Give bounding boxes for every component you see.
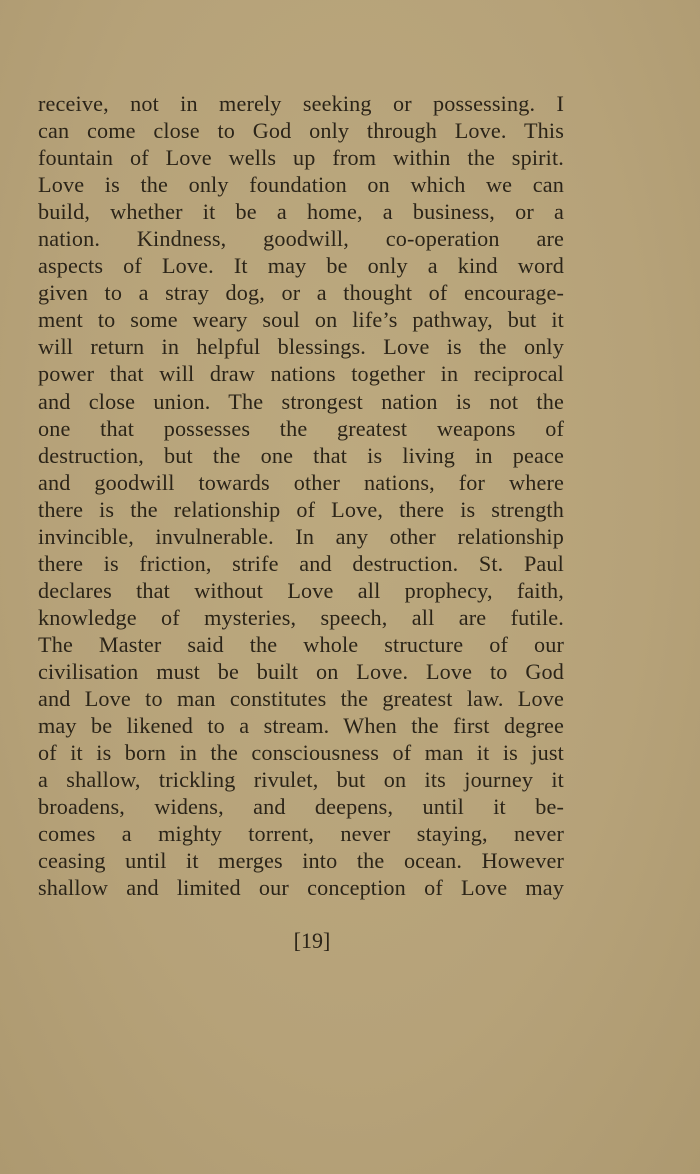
body-text bbox=[38, 90, 564, 901]
text-line: fountain of Love wells up from within the spirit. bbox=[38, 145, 564, 171]
text-line: of it is born in the consciousness of man it is just bbox=[38, 740, 564, 766]
text-line: power that will draw nations together in reciprocal bbox=[38, 361, 564, 387]
text-line: and goodwill towards other nations, for where bbox=[38, 469, 564, 495]
text-line: shallow and limited our conception of Love may bbox=[38, 875, 564, 901]
page-number bbox=[0, 926, 700, 956]
text-line: given to a stray dog, or a thought of encourage- bbox=[38, 280, 564, 306]
text-line: The Master said the whole structure of our bbox=[38, 631, 564, 657]
text-line: ceasing until it merges into the ocean. However bbox=[38, 848, 564, 874]
text-line: a shallow, trickling rivulet, but on its journey it bbox=[38, 767, 564, 793]
text-line: civilisation must be built on Love. Love to God bbox=[38, 658, 564, 684]
text-line: and close union. The strongest nation is not the bbox=[38, 388, 564, 414]
text-line: build, whether it be a home, a business, or a bbox=[38, 199, 564, 225]
text-line: aspects of Love. It may be only a kind word bbox=[38, 253, 564, 279]
text-line: comes a mighty torrent, never staying, never bbox=[38, 821, 564, 847]
text-line: there is the relationship of Love, there is strength bbox=[38, 496, 564, 522]
text-line: one that possesses the greatest weapons of bbox=[38, 415, 564, 441]
text-line: broadens, widens, and deepens, until it be- bbox=[38, 794, 564, 820]
text-line: there is friction, strife and destruction. St. Paul bbox=[38, 550, 564, 576]
text-line: declares that without Love all prophecy, faith, bbox=[38, 577, 564, 603]
text-line: receive, not in merely seeking or possessing. I bbox=[38, 91, 564, 116]
text-line: invincible, invulnerable. In any other relationship bbox=[38, 523, 564, 549]
text-line: will return in helpful blessings. Love is the only bbox=[38, 334, 564, 360]
text-line: nation. Kindness, goodwill, co-operation are bbox=[38, 226, 564, 252]
text-line: and Love to man constitutes the greatest law. Love bbox=[38, 686, 564, 712]
text-line: ment to some weary soul on life’s pathway, but it bbox=[38, 307, 564, 333]
text-line: may be likened to a stream. When the first degree bbox=[38, 713, 564, 739]
text-line: can come close to God only through Love. This bbox=[38, 118, 564, 144]
text-line: Love is the only foundation on which we can bbox=[38, 172, 564, 198]
page-number-text: [19] bbox=[293, 928, 331, 953]
text-line: knowledge of mysteries, speech, all are futile. bbox=[38, 604, 564, 630]
text-line: destruction, but the one that is living in peace bbox=[38, 442, 564, 468]
